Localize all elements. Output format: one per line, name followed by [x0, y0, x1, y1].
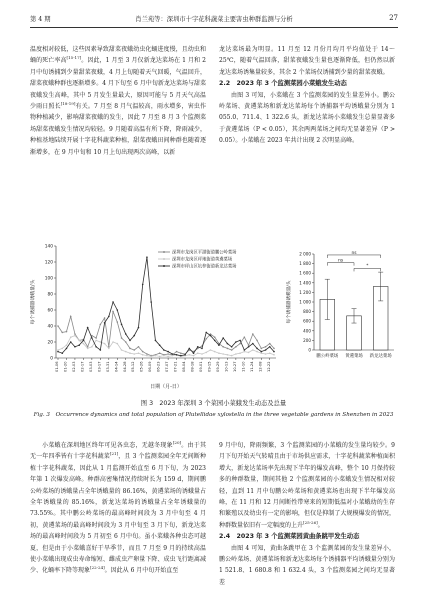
data-point — [129, 352, 131, 354]
data-point — [61, 332, 63, 334]
bar-chart — [286, 246, 398, 388]
data-point — [108, 316, 110, 318]
x-tick-label: 11-24 — [249, 361, 254, 372]
data-point — [205, 352, 207, 354]
data-point — [83, 340, 85, 342]
data-point — [265, 346, 267, 348]
figure-caption-en: Fig. 3 Occurrence dynamics and total population of Plutellidae xylostella in the three vegetable gardens in Shenzhen in 2023 — [33, 412, 394, 418]
data-point — [121, 349, 123, 351]
data-point — [57, 349, 59, 351]
significance-label: * — [366, 264, 369, 270]
data-point — [260, 351, 262, 353]
data-point — [205, 332, 207, 334]
x-tick-label: 03-31 — [105, 361, 110, 372]
data-point — [70, 316, 72, 318]
y-tick-label: 20 — [47, 340, 53, 346]
data-point — [74, 335, 76, 337]
data-point — [248, 346, 250, 348]
data-point — [235, 346, 237, 348]
data-point — [235, 353, 237, 355]
x-tick-label: 05-26 — [139, 361, 144, 372]
data-point — [248, 352, 250, 354]
data-point — [193, 355, 195, 357]
x-tick-label: 06-23 — [156, 361, 161, 372]
paragraph: 龙达菜场最为明显。11 月至 12 月份月均月平均值处于 14～25℃，随着气温回落，甜菜夜蛾发生量也逐渐降低，但仍然以新龙达菜场诱集量较多，其余 2 个菜场仅诱捕到少量的甜菜夜蛾。 — [219, 46, 395, 76]
data-point — [163, 355, 165, 357]
section-heading: 2.4 2023 年 3 个监测菜园黄曲条跳甲发生动态 — [219, 533, 360, 541]
data-point — [256, 348, 258, 350]
data-point — [116, 321, 118, 323]
y-tick-label: 60 — [47, 308, 53, 314]
data-point — [260, 348, 262, 350]
y-tick-label: 2 000 — [299, 251, 311, 257]
paragraph: 由图 3 可知，小菜蛾在 3 个监测菜园的发生量差异小。鹏公岭菜场、黄遴菜场和新龙达菜场每个诱捕器平均诱蛾量分别为 1 055.0、711.4、1 322.6 头，新龙达菜场小菜蛾发生总量显著多于黄遴菜场（P < 0.05），其余两两菜场之间均无显著差异（P > 0.05）。小菜蛾在 2023 年共计出现 2 次明显高峰。 — [219, 91, 395, 145]
data-point — [244, 349, 246, 351]
legend-marker — [163, 258, 165, 260]
page-header — [30, 14, 398, 26]
data-point — [172, 355, 174, 357]
x-tick-label: 07-07 — [165, 361, 170, 372]
page-number: 27 — [389, 14, 398, 22]
data-point — [138, 327, 140, 329]
data-point — [116, 309, 118, 311]
data-point — [244, 351, 246, 353]
data-point — [112, 341, 114, 343]
x-category-label: 黄遴菜场 — [345, 354, 363, 359]
data-point — [74, 346, 76, 348]
data-point — [231, 346, 233, 348]
data-point — [146, 353, 148, 355]
data-point — [188, 348, 190, 350]
data-point — [66, 331, 68, 333]
x-tick-label: 09-29 — [215, 361, 220, 372]
data-point — [180, 355, 182, 357]
x-tick-label: 08-04 — [182, 361, 187, 372]
data-point — [159, 352, 161, 354]
x-tick-label: 08-18 — [190, 361, 195, 372]
data-point — [248, 344, 250, 346]
data-point — [227, 354, 229, 356]
data-point — [95, 340, 97, 342]
data-point — [163, 349, 165, 351]
data-point — [273, 351, 275, 353]
data-point — [188, 354, 190, 356]
data-point — [184, 354, 186, 356]
data-point — [70, 341, 72, 343]
data-point — [180, 352, 182, 354]
paragraph: 温度相对较低，这些因素导致甜菜夜蛾幼虫化蛹进度慢，且幼虫和蛹的死亡率高[15-17]。因此，1 月至 3 月仅新龙达菜场在 1 月和 2 月中旬诱捕到少量甜菜夜蛾，4 月上旬随着天气回暖，气温回升，甜菜夜蛾种群也逐渐增多。4 月下旬至 6 月中旬新龙达菜场与甜菜夜蛾发生高峰，其中 5 月发生量最大，原因可能与 5 月天气高温少雨日照长[18-19]有关。7 月至 8 月气温较高，雨水增多，害虫作物种植减少，影响甜菜夜蛾的发生，因此 7 月至 8 月 3 个监测菜场甜菜夜蛾发生情况均较轻。9 月随着高温有所下降，降雨减少，种植基地陆续开展十字花科蔬菜种植，甜菜夜蛾田间种群也随着逐渐增多，在 9 月中旬和 10 月上旬出现两次高峰，以新 — [30, 46, 206, 156]
data-point — [205, 338, 207, 340]
data-point — [222, 337, 224, 339]
y-tick-label: 1 400 — [299, 280, 311, 286]
data-point — [104, 322, 106, 324]
data-point — [129, 348, 131, 350]
data-point — [138, 352, 140, 354]
x-tick-label: 02-03 — [71, 361, 76, 372]
data-point — [252, 343, 254, 345]
data-point — [142, 354, 144, 356]
x-tick-label: 12-22 — [266, 361, 271, 372]
data-point — [218, 344, 220, 346]
data-point — [269, 352, 271, 354]
data-point — [133, 353, 135, 355]
x-tick-label: 09-15 — [207, 361, 212, 372]
data-point — [167, 356, 169, 358]
data-point — [83, 343, 85, 345]
body-column-left-bottom — [30, 440, 206, 577]
data-point — [78, 340, 80, 342]
data-point — [159, 344, 161, 346]
body-column-left-top — [30, 44, 206, 158]
data-point — [95, 346, 97, 348]
data-point — [66, 344, 68, 346]
line-chart-series — [57, 256, 275, 357]
legend-label: 深圳市龙岗区坪地街道黄遴菜场 — [172, 257, 233, 263]
x-tick-label: 03-03 — [88, 361, 93, 372]
data-point — [260, 352, 262, 354]
paragraph: 由图 4 可知，黄曲条跳甲在 3 个监测菜园的发生量差异小，鹏公岭菜场、黄遴菜场和新龙达菜场每个诱捕器平均诱蛾量分别为 1 521.8、1 680.8 和 1 632.4 头，3 个监测菜园之间均无显著差 — [219, 544, 395, 586]
y-axis-title: 每个诱捕器诱蛾量/头 — [31, 279, 36, 325]
line-chart-legend — [158, 249, 237, 270]
data-point — [125, 333, 127, 335]
legend-label: 深圳市龙岗区平湖街道鹏公岭菜场 — [172, 250, 237, 256]
data-point — [66, 348, 68, 350]
body-column-right-bottom — [219, 440, 395, 588]
data-point — [61, 352, 63, 354]
y-axis-title: 每个诱捕器诱蛾量/头 — [287, 280, 292, 324]
legend-marker — [163, 251, 165, 253]
data-point — [252, 349, 254, 351]
line-chart — [30, 240, 280, 390]
data-point — [70, 336, 72, 338]
y-tick-label: 100 — [44, 276, 53, 282]
data-point — [244, 336, 246, 338]
legend-label: 深圳市坪山区坑梓街道新龙达菜场 — [172, 264, 237, 270]
y-tick-label: 1 800 — [299, 261, 311, 267]
data-point — [146, 355, 148, 357]
data-point — [256, 351, 258, 353]
data-point — [146, 256, 148, 258]
y-tick-label: 140 — [44, 244, 53, 250]
x-tick-label: 07-21 — [173, 361, 178, 372]
x-tick-label: 01-06 — [55, 361, 59, 372]
body-column-right-top — [219, 44, 395, 147]
x-tick-label: 05-12 — [131, 361, 136, 372]
y-tick-label: 600 — [303, 318, 311, 324]
paragraph: 9 月中旬，降雨频繁，3 个监测菜园的小菜蛾的发生量均较少。9 月下旬开始天气转晴且由于市场供应需求，十字花科蔬菜种植面积增大，新龙达菜场率先出现下半年的爆发高峰，整个 10 月保持较多的种群数量，期间其他 2 个监测菜园的小菜蛾发生情况相对较轻，直到 11 月中旬鹏公岭菜场和黄遴菜场也出现下半年爆发高峰，在 11 月和 12 月间断性带寒来的短期低温对小菜蛾幼的生存和繁殖以及幼虫有一定的影响，但仅是抑制了大规模爆发的情况，种群数量依旧有一定幅度的上升[25-26]。 — [219, 442, 395, 529]
data-point — [256, 340, 258, 342]
data-point — [108, 348, 110, 350]
data-point — [95, 337, 97, 339]
y-tick-label: 40 — [47, 324, 53, 330]
data-point — [269, 346, 271, 348]
data-point — [197, 346, 199, 348]
y-tick-label: 120 — [44, 260, 53, 266]
data-point — [167, 353, 169, 355]
bar-chart-bars — [320, 251, 388, 350]
data-point — [265, 349, 267, 351]
data-point — [176, 354, 178, 356]
data-point — [142, 351, 144, 353]
data-point — [239, 340, 241, 342]
x-tick-label: 11-10 — [241, 361, 246, 372]
significance-label: ns — [351, 250, 357, 256]
data-point — [116, 343, 118, 345]
y-tick-label: 80 — [47, 292, 53, 298]
x-tick-label: 10-27 — [232, 361, 237, 372]
data-point — [273, 348, 275, 350]
data-point — [210, 333, 212, 335]
data-point — [112, 311, 114, 313]
x-axis-title: 日期（月-日） — [150, 384, 182, 390]
data-point — [214, 351, 216, 353]
y-tick-label: 1 600 — [299, 270, 311, 276]
x-category-label: 鹏公岭菜场 — [316, 354, 339, 359]
data-point — [142, 284, 144, 286]
data-point — [269, 343, 271, 345]
data-point — [176, 351, 178, 353]
x-tick-label: 04-14 — [114, 361, 119, 372]
data-point — [104, 343, 106, 345]
data-point — [227, 343, 229, 345]
data-point — [201, 348, 203, 350]
data-point — [57, 325, 59, 327]
data-point — [159, 356, 161, 358]
data-point — [273, 354, 275, 356]
data-point — [218, 352, 220, 354]
y-tick-label: 0 — [308, 347, 311, 353]
x-tick-label: 10-13 — [224, 361, 229, 372]
y-tick-label: 800 — [303, 309, 311, 315]
x-tick-label: 12-08 — [258, 361, 263, 372]
data-point — [91, 346, 93, 348]
data-point — [150, 301, 152, 303]
y-tick-label: 0 — [50, 356, 53, 362]
significance-label: ns — [338, 258, 344, 264]
x-tick-label: 03-17 — [97, 361, 102, 372]
data-point — [231, 349, 233, 351]
data-point — [133, 349, 135, 351]
y-tick-label: 200 — [303, 337, 311, 343]
data-point — [104, 317, 106, 319]
data-point — [155, 355, 157, 357]
data-point — [239, 343, 241, 345]
data-point — [172, 353, 174, 355]
x-tick-label: 06-09 — [148, 361, 153, 372]
data-point — [61, 348, 63, 350]
data-point — [222, 346, 224, 348]
data-point — [100, 324, 102, 326]
data-point — [197, 352, 199, 354]
data-point — [210, 349, 212, 351]
data-point — [133, 335, 135, 337]
data-point — [150, 356, 152, 358]
data-point — [100, 349, 102, 351]
data-point — [193, 352, 195, 354]
data-point — [112, 301, 114, 303]
data-point — [214, 340, 216, 342]
data-point — [129, 340, 131, 342]
data-point — [78, 344, 80, 346]
header-rule — [30, 27, 398, 28]
x-tick-label: 09-01 — [199, 361, 203, 372]
data-point — [201, 353, 203, 355]
paragraph: 小菜蛾在深圳地区终年可见各虫态，无越冬现象[20]。由于其无一年四季皆有十字花科蔬菜[21]，且 3 个监测菜园全年无间断种植十字花科蔬菜，因此从 1 月监测开始直至 6 月下旬，为 2023 年第 1 次爆发高峰。种群高密集情况持续时长为 159 d，期间鹏公岭菜场的诱蛾量占全年诱蛾量的 86.16%，黄遴菜场的诱蛾量占全年诱蛾量的 85.16%，新龙达菜场的诱蛾量占全年诱蛾量的 73.55%。其中鹏公岭菜场的最高峰时间段为 3 月中旬至 4 月初，黄遴菜场的最高峰时间段为 3 月中旬至 3 月下旬，新龙达菜场的最高峰时间段为 5 月初至 6 月中旬。虽小菜蛾各种虫态可越夏，但是由于小菜蛾喜好干旱季节，而且 7 月至 9 月的持续高温使小菜蛾出现成虫寿命缩短、雌成虫产卵量下降、成虫飞行距离减少、化蛹率下降等现象[22-24]。因此从 6 月中旬开始直至 — [30, 440, 206, 575]
data-point — [57, 351, 59, 353]
legend-marker — [163, 265, 165, 267]
data-point — [252, 333, 254, 335]
x-tick-label: 02-17 — [80, 361, 85, 372]
data-point — [227, 348, 229, 350]
data-point — [210, 335, 212, 337]
data-point — [214, 336, 216, 338]
data-point — [167, 351, 169, 353]
section-heading: 2.2 2023 年 3 个监测菜园小菜蛾发生动态 — [219, 80, 347, 88]
data-point — [87, 348, 89, 350]
running-title: 肖兰苑等：深圳市十字花科蔬菜主要害虫种群监测与分析 — [135, 16, 293, 23]
data-point — [138, 346, 140, 348]
data-point — [87, 327, 89, 329]
data-point — [100, 341, 102, 343]
x-tick-label: 01-20 — [63, 361, 68, 372]
data-point — [235, 341, 237, 343]
data-point — [222, 353, 224, 355]
data-point — [121, 337, 123, 339]
figure-caption-cn: 图 3 2023 年深圳 3 个菜园小菜蛾发生动态及总量 — [140, 400, 287, 407]
y-tick-label: 1 000 — [299, 299, 311, 305]
issue-label: 第 4 期 — [30, 16, 51, 23]
x-category-label: 新龙达菜场 — [369, 354, 392, 359]
data-point — [239, 352, 241, 354]
y-tick-label: 400 — [303, 328, 311, 334]
data-point — [74, 333, 76, 335]
data-point — [91, 337, 93, 339]
data-point — [265, 353, 267, 355]
x-tick-label: 04-28 — [122, 361, 127, 372]
data-point — [125, 341, 127, 343]
data-point — [125, 351, 127, 353]
data-point — [121, 324, 123, 326]
data-point — [155, 340, 157, 342]
data-point — [231, 355, 233, 357]
y-tick-label: 1 200 — [299, 289, 311, 295]
